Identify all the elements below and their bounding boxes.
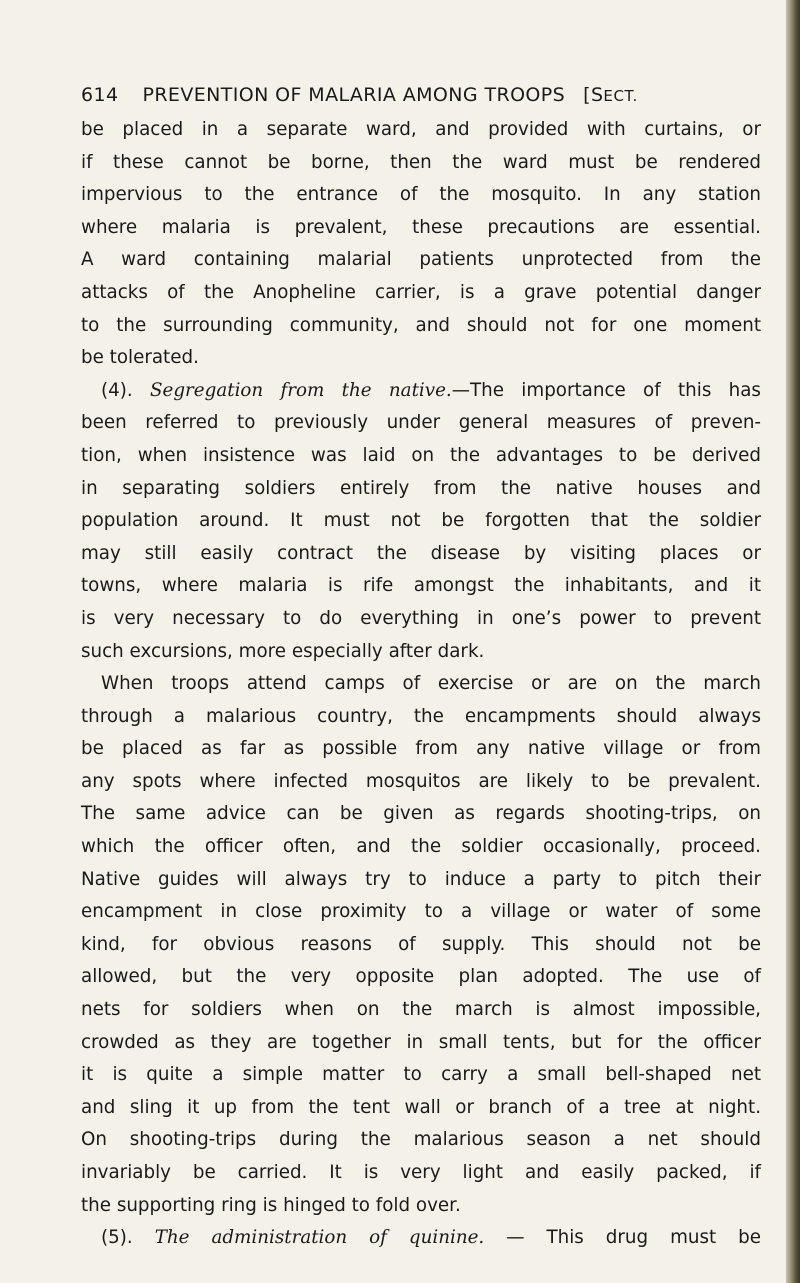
section-initial: S [590,84,604,106]
line-text: — This drug must be [484,1227,761,1249]
line-text: if these cannot be borne, then the ward must be rendered [81,151,761,173]
section-heading-italic: Segregation from the native. [150,379,452,401]
line-text: be placed as far as possible from any native village or from [81,738,761,760]
section-rest: ECT. [603,87,638,105]
section-bracket: [ [583,84,591,106]
line-text: towns, where malaria is rife amongst the inhabitants, and it [81,575,761,597]
text-line [81,505,761,538]
text-line [81,310,761,343]
section-heading-italic: The administration of quinine. [154,1227,485,1249]
text-line [81,766,761,799]
text-line [81,375,761,408]
text-line [81,896,761,929]
line-text: to the surrounding community, and should not for one moment [81,314,761,336]
text-line [81,733,761,766]
section-marker [583,84,638,106]
line-text: and sling it up from the tent wall or branch of a tree at night. [81,1096,761,1118]
line-text: The same advice can be given as regards shooting-trips, on [81,803,761,825]
page-edge-shadow [786,0,800,1283]
line-text: be placed in a separate ward, and provided with curtains, or [81,119,761,140]
line-text: any spots where infected mosquitos are likely to be prevalent. [81,770,761,792]
line-text: through a malarious country, the encampments should always [81,705,761,727]
line-text: been referred to previously under general measures of preven- [81,412,761,434]
line-text: When troops attend camps of exercise or are on the march [101,673,761,695]
line-text: the supporting ring is hinged to fold over. [81,1194,461,1216]
text-line [81,668,761,701]
text-line [81,1092,761,1125]
body-text [81,114,761,1255]
text-line [81,701,761,734]
line-text: attacks of the Anopheline carrier, is a grave potential danger [81,281,761,303]
line-text: is very necessary to do everything in one’s power to prevent [81,607,761,629]
text-line [81,277,761,310]
text-line [81,473,761,506]
line-text: A ward containing malarial patients unprotected from the [81,249,761,271]
text-line [81,831,761,864]
line-text: be tolerated. [81,347,199,369]
running-title: PREVENTION OF MALARIA AMONG TROOPS [142,84,566,106]
text-line [81,179,761,212]
line-text: impervious to the entrance of the mosquito. In any station [81,184,761,206]
text-line [81,1157,761,1190]
paragraph-number: (4). [101,379,151,401]
line-text: kind, for obvious reasons of supply. This should not be [81,933,761,955]
paragraph-number: (5). [101,1227,155,1249]
text-line [81,961,761,994]
line-text: population around. It must not be forgotten that the soldier [81,510,761,532]
text-line [81,440,761,473]
line-text: tion, when insistence was laid on the advantages to be derived [81,444,761,466]
line-text: crowded as they are together in small tents, but for the officer [81,1031,761,1053]
text-line [81,798,761,831]
line-text: —The importance of this has [451,379,761,401]
line-text: allowed, but the very opposite plan adopted. The use of [81,966,761,988]
line-text: where malaria is prevalent, these precautions are essential. [81,216,761,238]
text-line [81,636,761,669]
line-text: which the officer often, and the soldier occasionally, proceed. [81,836,761,858]
line-text: On shooting-trips during the malarious season a net should [81,1129,761,1151]
text-line [81,244,761,277]
text-line [81,538,761,571]
line-text: Native guides will always try to induce a party to pitch their [81,868,761,890]
text-line [81,212,761,245]
text-line [81,1124,761,1157]
line-text: nets for soldiers when on the march is almost impossible, [81,999,761,1021]
text-line [81,114,761,147]
line-text: may still easily contract the disease by visiting places or [81,542,761,564]
book-page [81,84,761,1255]
line-text: in separating soldiers entirely from the native houses and [81,477,761,499]
running-head [81,84,761,114]
text-line [81,864,761,897]
line-text: such excursions, more especially after dark. [81,640,485,662]
text-line [81,147,761,180]
text-line [81,342,761,375]
text-line [81,994,761,1027]
text-line [81,407,761,440]
text-line [81,929,761,962]
text-line [81,1222,761,1255]
text-line [81,570,761,603]
page-number: 614 [81,84,119,106]
line-text: encampment in close proximity to a village or water of some [81,901,761,923]
text-line [81,603,761,636]
text-line [81,1027,761,1060]
text-line [81,1190,761,1223]
line-text: it is quite a simple matter to carry a small bell-shaped net [81,1064,761,1086]
line-text: invariably be carried. It is very light and easily packed, if [81,1162,761,1183]
text-line [81,1059,761,1092]
